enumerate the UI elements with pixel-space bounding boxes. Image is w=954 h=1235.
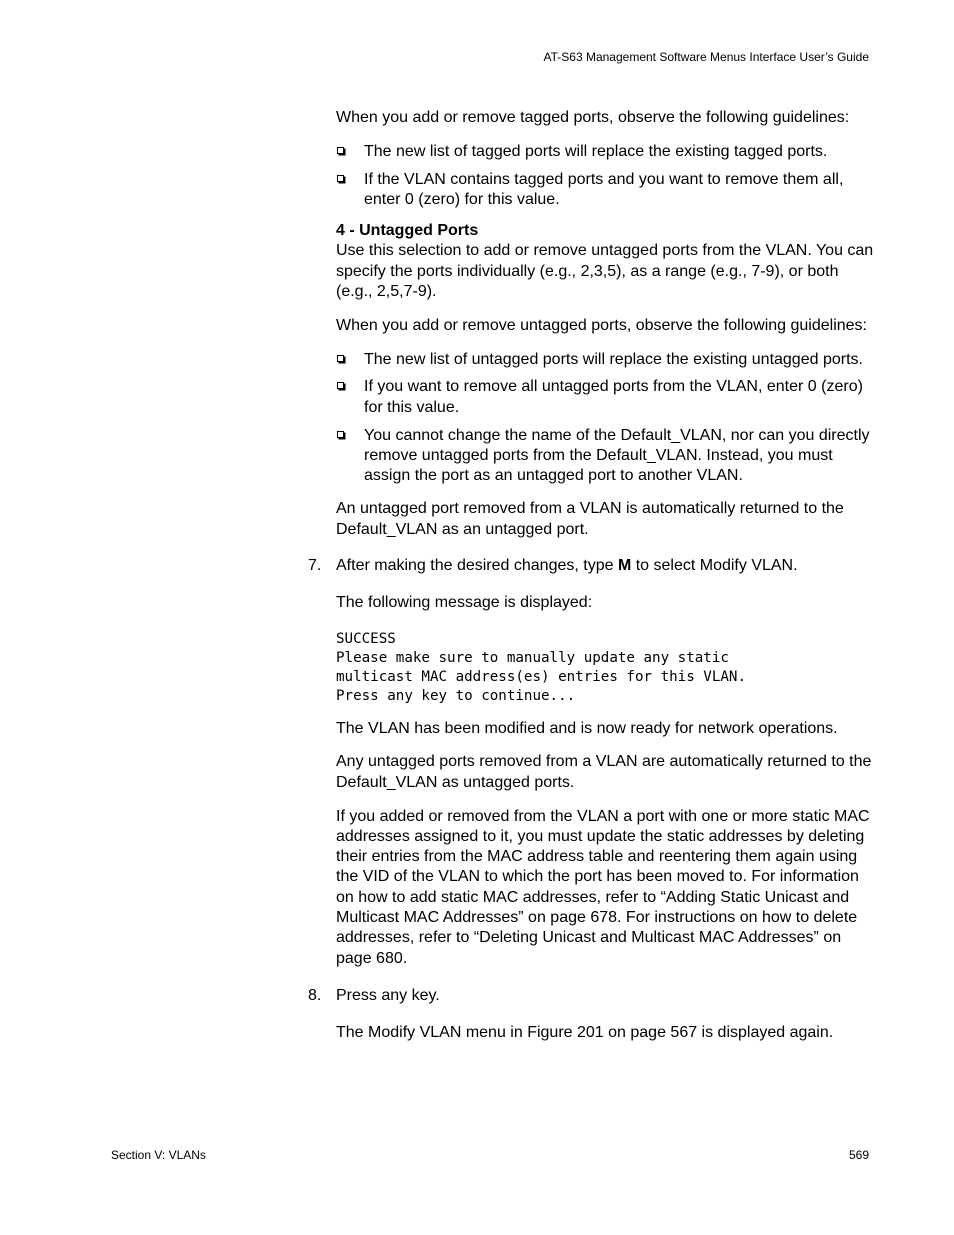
modified-note: The VLAN has been modified and is now ready for network operations. — [336, 719, 838, 737]
page-number: 569 — [848, 1148, 869, 1162]
step-number: 8. — [308, 986, 322, 1004]
list-item: If the VLAN contains tagged ports and you want to remove them all, enter 0 (zero) for this value. — [336, 170, 876, 211]
tagged-guidelines-list — [336, 142, 876, 210]
key-m: M — [617, 557, 632, 575]
untagged-heading: 4 - Untagged Ports — [336, 222, 479, 240]
checkbox-bullet-icon — [337, 355, 344, 362]
untagged-returned-note: Any untagged ports removed from a VLAN are automatically returned to the Default_VLAN as untagged ports. — [336, 753, 872, 791]
untagged-note: An untagged port removed from a VLAN is automatically returned to the Default_VLAN as an untagged port. — [336, 500, 844, 538]
step-number: 7. — [308, 557, 322, 575]
list-item: The new list of untagged ports will replace the existing untagged ports. — [336, 350, 876, 370]
list-item: The new list of tagged ports will replace the existing tagged ports. — [336, 142, 876, 162]
tagged-intro: When you add or remove tagged ports, observe the following guidelines: — [336, 109, 850, 126]
step-8: 8. Press any key. — [336, 986, 876, 1006]
untagged-description: Use this selection to add or remove untagged ports from the VLAN. You can specify the ports individually (e.g., 2,3,5), as a range (e.g., 7-9), or both (e.g., 2,5,7-9). — [336, 242, 874, 301]
page-content — [308, 108, 876, 1057]
untagged-intro: When you add or remove untagged ports, observe the following guidelines: — [336, 316, 867, 334]
checkbox-bullet-icon — [337, 147, 344, 154]
static-mac-note: If you added or removed from the VLAN a port with one or more static MAC addresses assigned to it, you must update the static addresses by deleting their entries from the MAC address table and reentering them again using the VID of the VLAN to which the port has been moved to. For information on how to add static MAC addresses, refer to “Adding Static Unicast and Multicast MAC Addresses” on page 678. For instructions on how to delete addresses, refer to “Deleting Unicast and Multicast MAC Addresses” on page 680. — [336, 807, 870, 967]
running-header: AT-S63 Management Software Menus Interface User’s Guide — [543, 50, 869, 64]
step-7: 7. After making the desired changes, type M to select Modify VLAN. — [336, 556, 876, 576]
message-intro: The following message is displayed: — [336, 594, 593, 612]
list-item: If you want to remove all untagged ports from the VLAN, enter 0 (zero) for this value. — [336, 377, 876, 418]
footer-section: Section V: VLANs — [111, 1148, 206, 1162]
console-message: SUCCESS Please make sure to manually update any static multicast MAC address(es) entries for this VLAN. Press any key to continue... — [336, 630, 746, 704]
final-note: The Modify VLAN menu in Figure 201 on page 567 is displayed again. — [336, 1024, 834, 1042]
list-item: You cannot change the name of the Default_VLAN, nor can you directly remove untagged ports from the Default_VLAN. Instead, you must assign the port as an untagged port to another VLAN. — [336, 426, 876, 487]
untagged-section — [336, 221, 876, 302]
checkbox-bullet-icon — [337, 382, 344, 389]
checkbox-bullet-icon — [337, 431, 344, 438]
checkbox-bullet-icon — [337, 175, 344, 182]
untagged-guidelines-list — [336, 350, 876, 487]
